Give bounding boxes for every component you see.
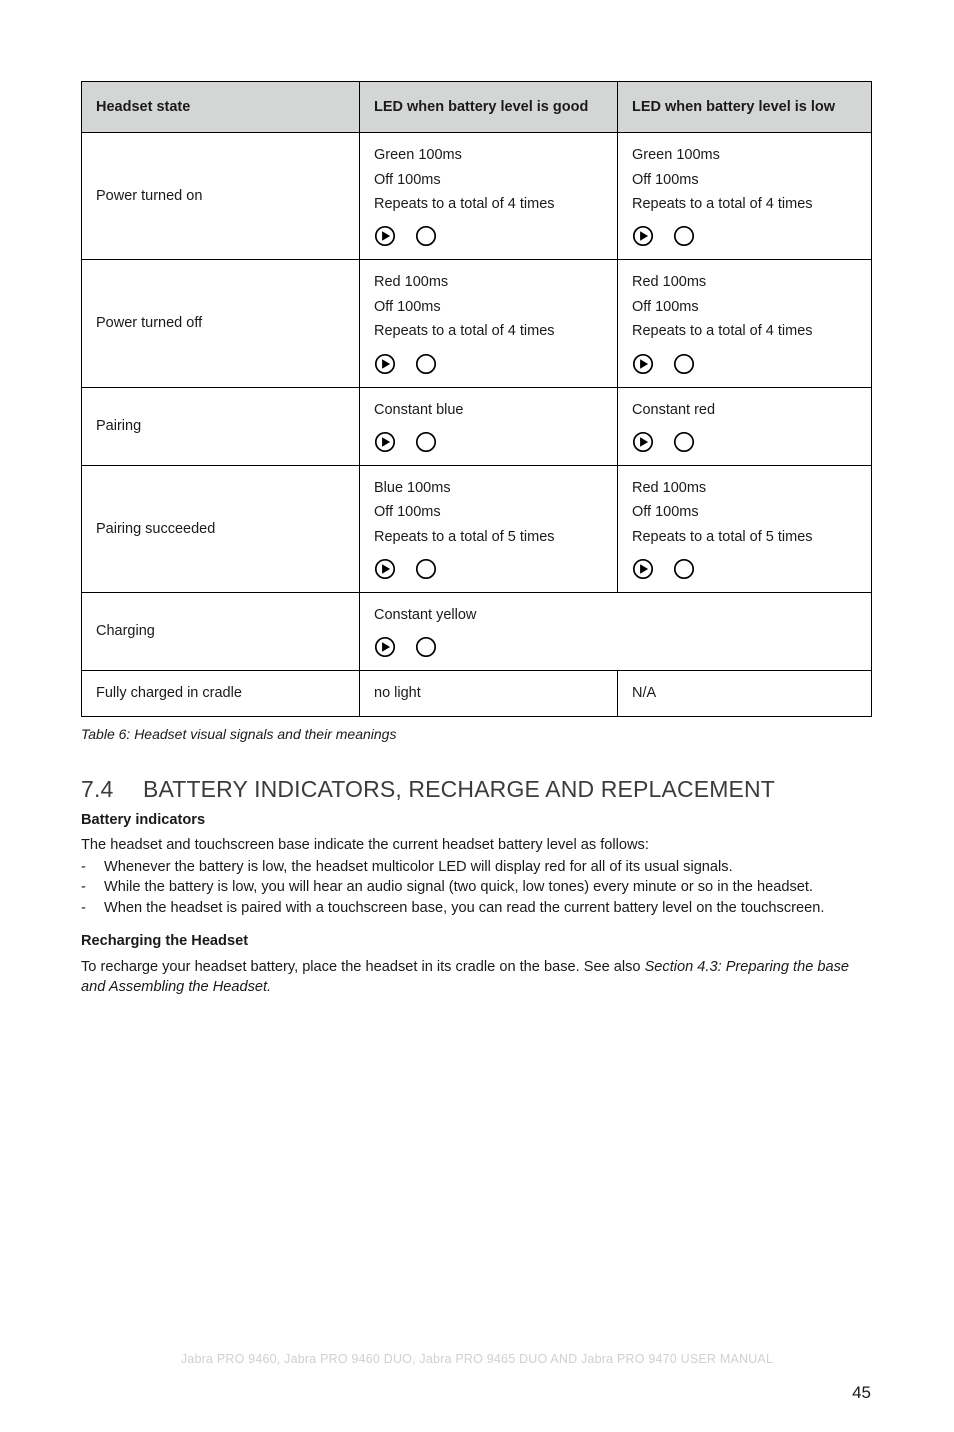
cell-headset-state: Power turned on — [82, 133, 360, 260]
led-line: Red 100ms — [632, 274, 707, 291]
bullet-dash: - — [81, 858, 86, 875]
led-icon-row — [632, 556, 857, 582]
led-icon-row — [632, 223, 857, 249]
bullet-dash: - — [81, 879, 86, 896]
section-heading — [81, 776, 775, 803]
led-on-icon — [374, 431, 396, 453]
led-line: Off 100ms — [632, 504, 699, 521]
cell-led-low — [618, 671, 872, 716]
table-row — [82, 592, 872, 670]
section-number: 7.4 — [81, 776, 114, 802]
list-item — [81, 898, 871, 918]
paragraph-spacer — [81, 918, 871, 931]
led-off-icon — [415, 431, 437, 453]
footer-manual-title: Jabra PRO 9460, Jabra PRO 9460 DUO, Jabra PRO 9465 DUO AND Jabra PRO 9470 USER MANUAL — [180, 1352, 774, 1366]
recharging-heading: Recharging the Headset — [81, 933, 249, 950]
recharging-paragraph — [81, 957, 871, 998]
led-line: Off 100ms — [374, 504, 441, 521]
column-header-led-low: LED when battery level is low — [618, 82, 872, 133]
led-line: Repeats to a total of 5 times — [374, 528, 555, 545]
table-caption: Table 6: Headset visual signals and their meanings — [81, 726, 397, 742]
list-item-text: When the headset is paired with a touchscreen base, you can read the current battery level on the touchscreen. — [104, 899, 825, 916]
led-line: Off 100ms — [374, 298, 441, 315]
cell-led-good — [360, 133, 618, 260]
cell-headset-state: Fully charged in cradle — [82, 671, 360, 716]
cell-headset-state: Pairing succeeded — [82, 465, 360, 592]
led-line: N/A — [632, 685, 657, 702]
led-line: Green 100ms — [374, 147, 462, 164]
led-off-icon — [673, 558, 695, 580]
column-header-headset-state: Headset state — [82, 82, 360, 133]
led-line: Constant yellow — [374, 606, 477, 623]
led-line: Red 100ms — [374, 274, 449, 291]
cell-led-good — [360, 387, 618, 465]
led-off-icon — [415, 353, 437, 375]
recharging-text-plain: To recharge your headset battery, place the headset in its cradle on the base. See also — [81, 958, 645, 975]
led-on-icon — [374, 353, 396, 375]
table-row — [82, 387, 872, 465]
led-icon-row — [374, 223, 603, 249]
table-header-row — [82, 82, 872, 133]
led-on-icon — [632, 558, 654, 580]
cell-led-low — [618, 465, 872, 592]
led-icon-row — [374, 556, 603, 582]
led-icon-row — [374, 351, 603, 377]
table-header — [82, 82, 872, 133]
led-line: Repeats to a total of 4 times — [374, 196, 555, 213]
recharging-text-italic: Section 4.3: Preparing the base and Assembling the Headset. — [81, 958, 850, 995]
table-row — [82, 260, 872, 387]
led-off-icon — [415, 558, 437, 580]
led-line: Repeats to a total of 4 times — [632, 323, 813, 340]
body-content — [81, 810, 871, 998]
battery-indicators-intro: The headset and touchscreen base indicate the current headset battery level as follows: — [81, 837, 649, 854]
led-line: Constant blue — [374, 401, 464, 418]
battery-indicators-heading: Battery indicators — [81, 812, 206, 828]
led-icon-row — [632, 351, 857, 377]
led-line: Red 100ms — [632, 479, 707, 496]
led-off-icon — [415, 225, 437, 247]
cell-headset-state: Pairing — [82, 387, 360, 465]
led-off-icon — [415, 636, 437, 658]
column-header-led-good: LED when battery level is good — [360, 82, 618, 133]
led-icon-row — [374, 429, 603, 455]
page-number: 45 — [852, 1383, 871, 1402]
led-on-icon — [632, 225, 654, 247]
cell-headset-state: Power turned off — [82, 260, 360, 387]
led-on-icon — [374, 225, 396, 247]
cell-led-low — [618, 387, 872, 465]
led-on-icon — [632, 353, 654, 375]
led-line: Constant red — [632, 401, 716, 418]
led-icon-row — [374, 634, 857, 660]
led-line: Repeats to a total of 4 times — [632, 196, 813, 213]
battery-indicators-list — [81, 857, 871, 918]
table-row — [82, 465, 872, 592]
cell-headset-state: Charging — [82, 592, 360, 670]
led-line: Green 100ms — [632, 147, 720, 164]
section-title: BATTERY INDICATORS, RECHARGE AND REPLACEMENT — [143, 776, 775, 802]
list-item-text: Whenever the battery is low, the headset multicolor LED will display red for all of its usual signals. — [104, 858, 733, 875]
table-body — [82, 133, 872, 716]
led-line: Off 100ms — [374, 171, 441, 188]
led-line: Off 100ms — [632, 171, 699, 188]
list-item — [81, 877, 871, 897]
led-line: Repeats to a total of 4 times — [374, 323, 555, 340]
cell-led-good — [360, 465, 618, 592]
led-off-icon — [673, 225, 695, 247]
led-on-icon — [632, 431, 654, 453]
headset-signals-table — [81, 81, 872, 717]
cell-led-low — [618, 133, 872, 260]
table-row — [82, 133, 872, 260]
led-on-icon — [374, 558, 396, 580]
led-line: Repeats to a total of 5 times — [632, 528, 813, 545]
cell-led-good — [360, 260, 618, 387]
led-icon-row — [632, 429, 857, 455]
led-off-icon — [673, 353, 695, 375]
cell-led-low — [618, 260, 872, 387]
cell-led-good — [360, 671, 618, 716]
cell-led-good — [360, 592, 872, 670]
bullet-dash: - — [81, 899, 86, 916]
led-line: no light — [374, 685, 421, 702]
list-item — [81, 857, 871, 877]
list-item-text: While the battery is low, you will hear an audio signal (two quick, low tones) every minute or so in the headset. — [104, 879, 813, 896]
led-line: Blue 100ms — [374, 479, 451, 496]
led-on-icon — [374, 636, 396, 658]
table-row — [82, 671, 872, 716]
led-off-icon — [673, 431, 695, 453]
led-line: Off 100ms — [632, 298, 699, 315]
